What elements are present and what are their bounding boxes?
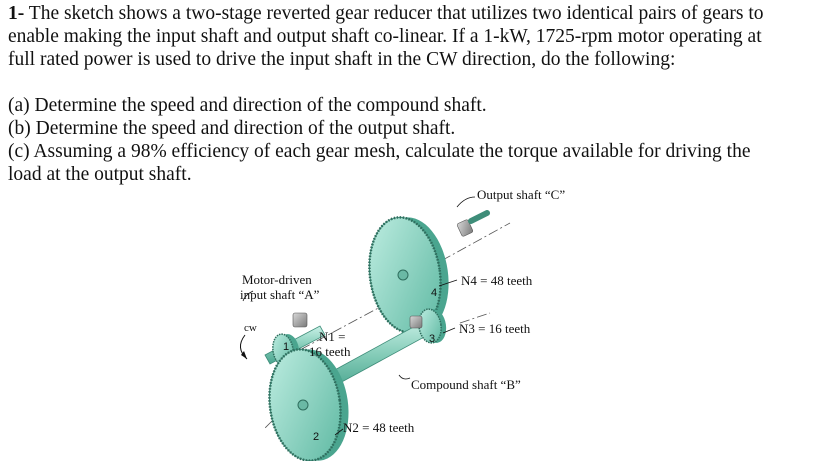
output-shaft — [471, 213, 487, 221]
gear-number-4: 4 — [431, 287, 438, 299]
part-c-line-2: load at the output shaft. — [8, 164, 192, 185]
gear-reducer-figure — [225, 183, 815, 461]
compound-shaft-label: Compound shaft “B” — [411, 377, 521, 392]
n2-label: N2 = 48 teeth — [343, 420, 415, 435]
input-bearing — [293, 313, 307, 327]
part-a: (a) Determine the speed and direction of the compound shaft. — [8, 95, 487, 116]
intro-line-3: full rated power is used to drive the input shaft in the CW direction, do the following: — [8, 49, 676, 70]
problem-number: 1- — [8, 3, 25, 24]
gear-2 — [263, 345, 356, 461]
gear-number-2: 2 — [313, 431, 320, 443]
intro-text-1: The sketch shows a two-stage reverted gear reducer that utilizes two identical pairs of gears to — [28, 3, 764, 24]
motor-label-line-2: input shaft “A” — [240, 287, 320, 302]
n4-label: N4 = 48 teeth — [461, 273, 533, 288]
motor-label-line-1: Motor-driven — [242, 272, 312, 287]
n1-label: N1 = — [319, 329, 346, 344]
output-shaft-label: Output shaft “C” — [477, 187, 566, 202]
compound-bearing-right — [410, 316, 422, 328]
part-c-line-1: (c) Assuming a 98% efficiency of each gear mesh, calculate the torque available for driving the — [8, 141, 751, 162]
n1-teeth-label: 16 teeth — [309, 344, 351, 359]
intro-line-2: enable making the input shaft and output shaft co-linear. If a 1-kW, 1725-rpm motor operating at — [8, 26, 762, 47]
part-b: (b) Determine the speed and direction of the output shaft. — [8, 118, 456, 139]
intro-line-1 — [8, 2, 808, 25]
cw-label: cw — [244, 322, 257, 334]
gear-number-1: 1 — [283, 341, 290, 353]
problem-statement — [8, 2, 808, 186]
n3-label: N3 = 16 teeth — [459, 321, 531, 336]
gear-number-3: 3 — [429, 333, 436, 345]
